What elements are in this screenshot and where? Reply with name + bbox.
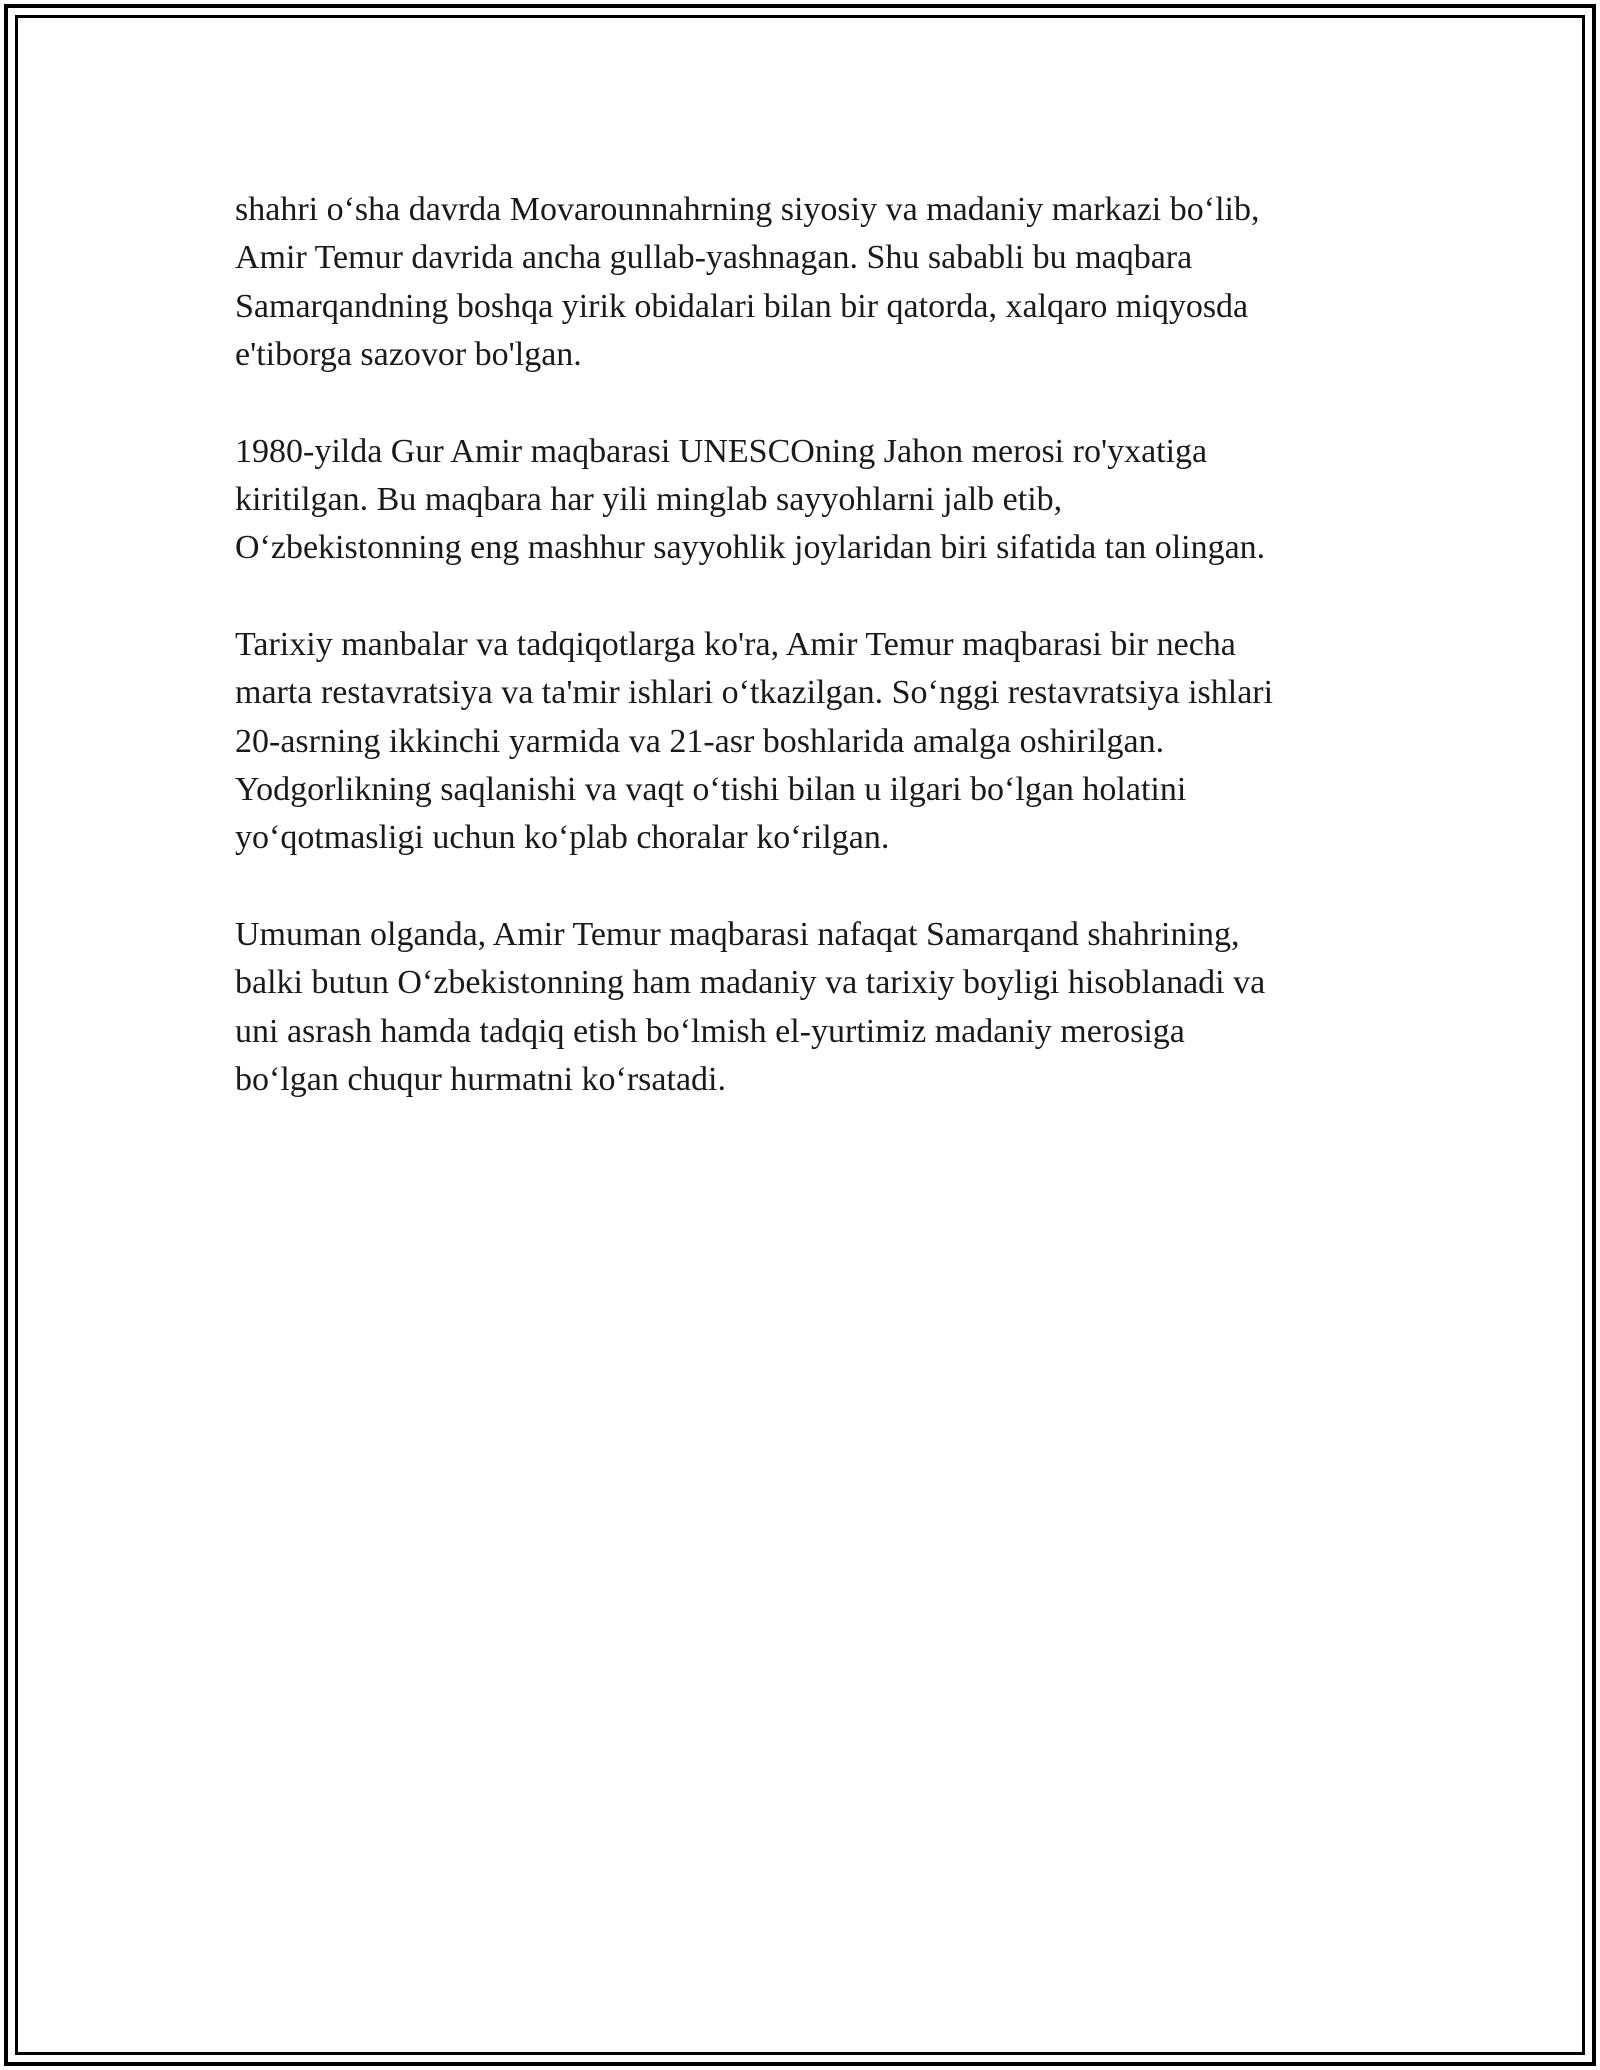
text-line: balki butun O‘zbekistonning ham madaniy va tarixiy boyligi hisoblanadi va	[235, 964, 1266, 1002]
text-line: Amir Temur davrida ancha gullab-yashnagan. Shu sababli bu maqbara	[235, 239, 1193, 277]
text-line: Tarixiy manbalar va tadqiqotlarga ko'ra, Amir Temur maqbarasi bir necha	[235, 625, 1236, 663]
text-line: yo‘qotmasligi uchun ko‘plab choralar ko‘rilgan.	[235, 819, 890, 857]
paragraph-history	[235, 186, 1370, 380]
text-line: uni asrash hamda tadqiq etish bo‘lmish el-yurtimiz madaniy merosiga	[235, 1012, 1185, 1050]
text-line: 1980-yilda Gur Amir maqbarasi UNESCOning Jahon merosi ro'yxatiga	[235, 432, 1208, 470]
paragraph-conclusion	[235, 911, 1370, 1105]
text-line: shahri o‘sha davrda Movarounnahrning siyosiy va madaniy markazi bo‘lib,	[235, 191, 1260, 228]
paragraph-restoration	[235, 621, 1370, 863]
text-line: 20-asrning ikkinchi yarmida va 21-asr boshlarida amalga oshirilgan.	[235, 722, 1165, 760]
text-line: bo‘lgan chuqur hurmatni ko‘rsatadi.	[235, 1061, 726, 1099]
text-line: O‘zbekistonning eng mashhur sayyohlik joylaridan biri sifatida tan olingan.	[235, 529, 1266, 567]
text-line: e'tiborga sazovor bo'lgan.	[235, 336, 582, 374]
text-line: Yodgorlikning saqlanishi va vaqt o‘tishi bilan u ilgari bo‘lgan holatini	[235, 771, 1187, 809]
document-body	[235, 186, 1370, 1153]
text-line: marta restavratsiya va ta'mir ishlari o‘tkazilgan. So‘nggi restavratsiya ishlari	[235, 674, 1274, 712]
paragraph-unesco	[235, 428, 1370, 573]
text-line: Umuman olganda, Amir Temur maqbarasi nafaqat Samarqand shahrining,	[235, 915, 1240, 953]
text-line: kiritilgan. Bu maqbara har yili minglab sayyohlarni jalb etib,	[235, 481, 1063, 519]
text-line: Samarqandning boshqa yirik obidalari bilan bir qatorda, xalqaro miqyosda	[235, 287, 1249, 325]
